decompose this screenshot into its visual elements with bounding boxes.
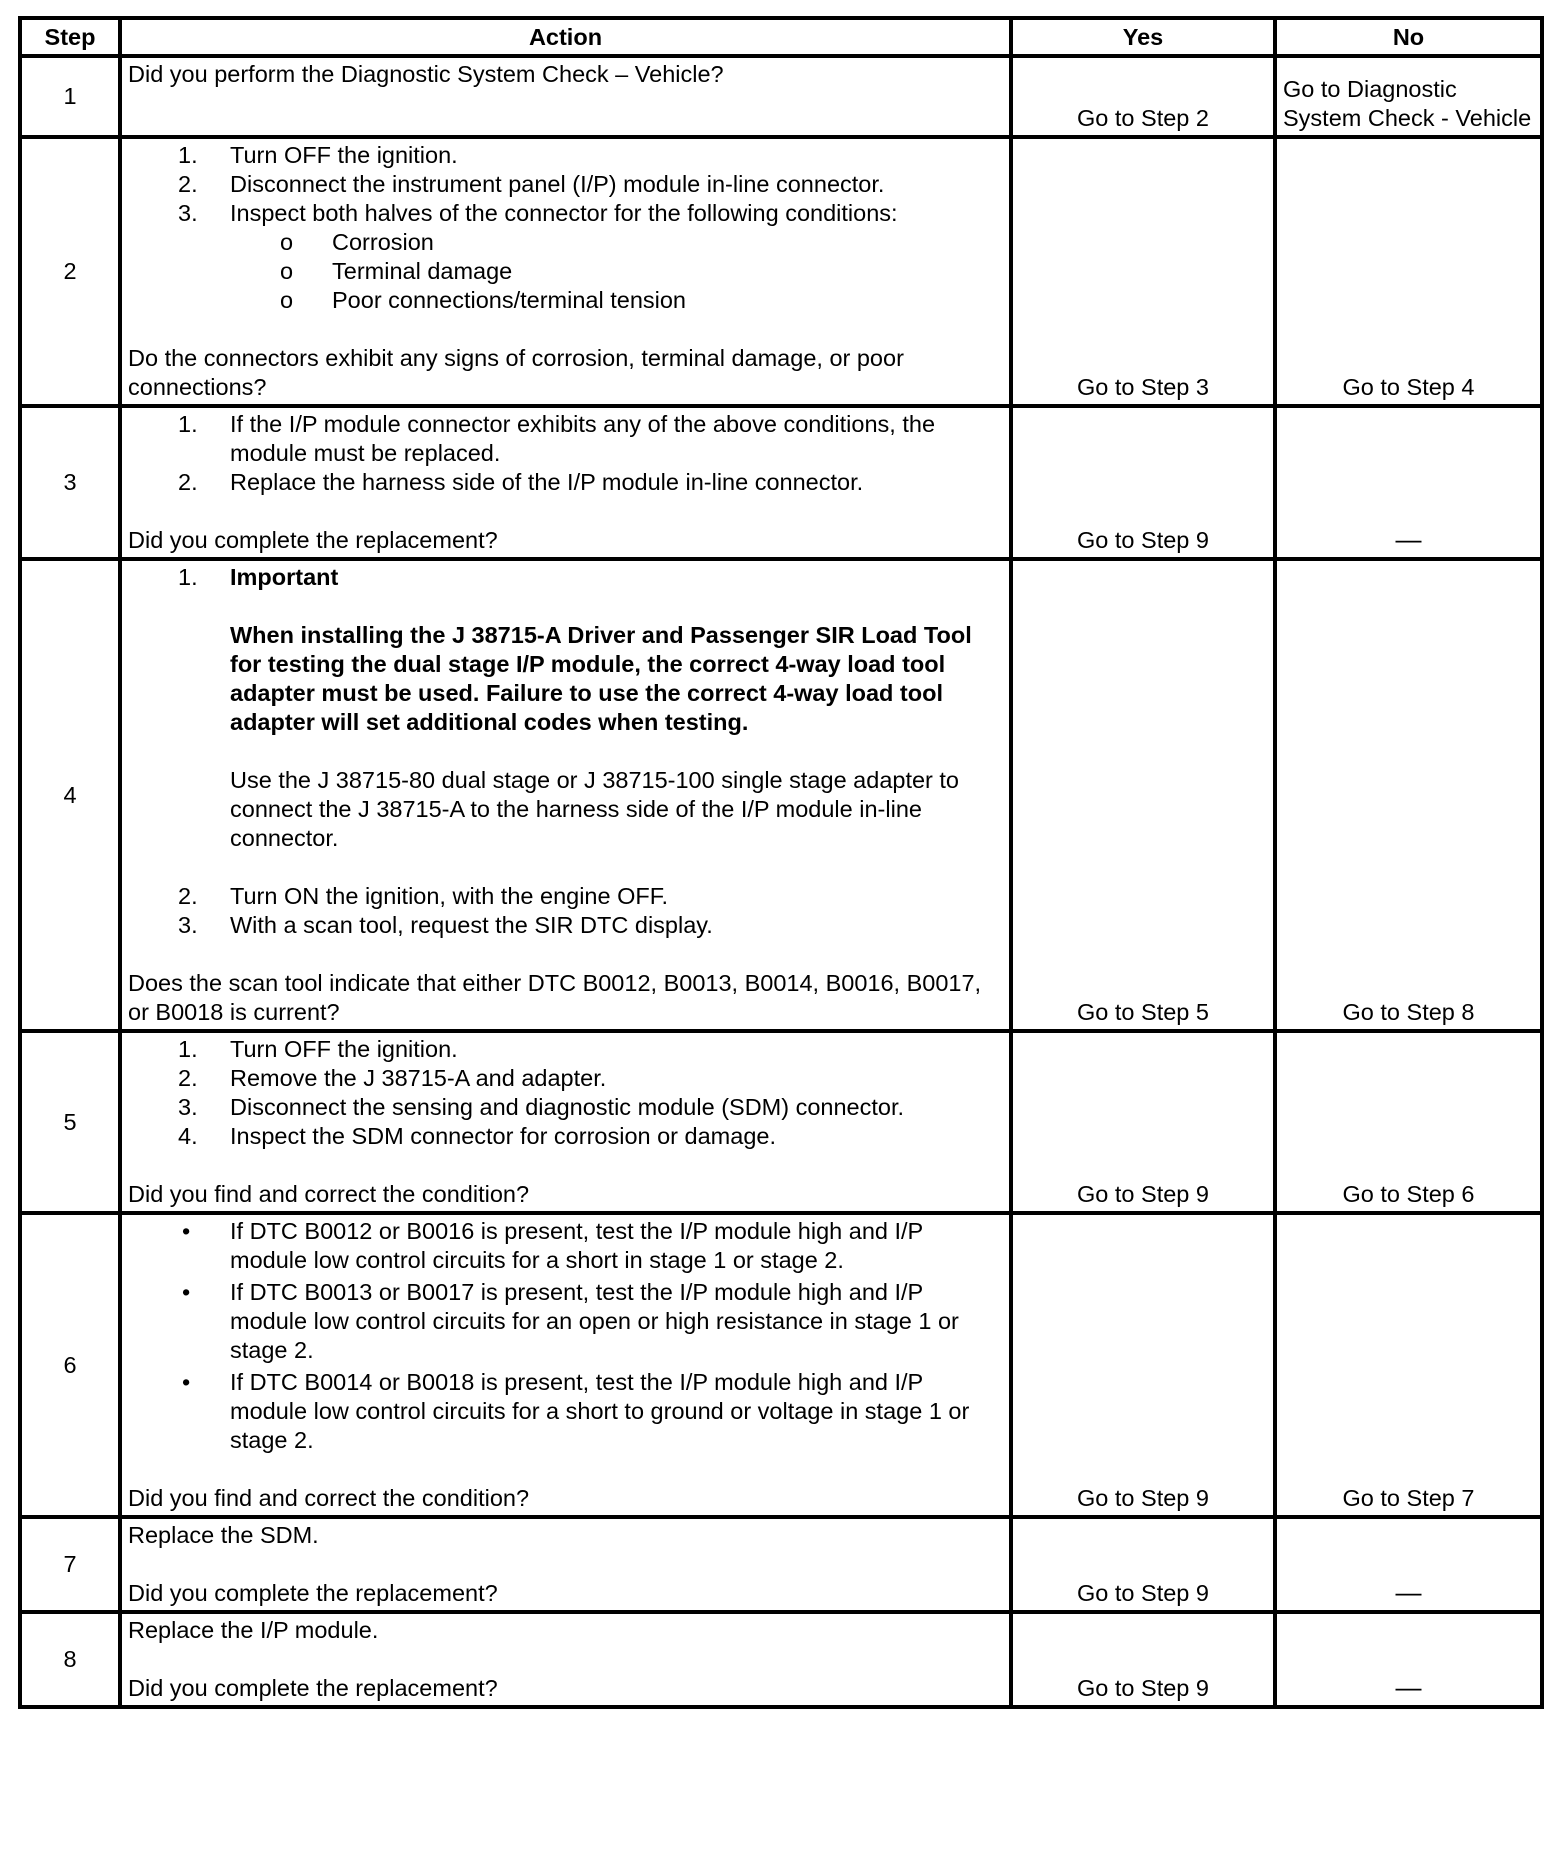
action-question: Does the scan tool indicate that either DTC B0012, B0013, B0014, B0016, B0017, or B0018 is current? [128, 970, 982, 1025]
action-question: Did you find and correct the condition? [128, 1485, 530, 1511]
list-item [128, 1368, 1003, 1455]
step-number: 4 [20, 559, 120, 1031]
sublist-item [230, 286, 1003, 315]
yes-cell: Go to Step 9 [1011, 1612, 1275, 1707]
action-instruction: Replace the SDM. [128, 1522, 319, 1548]
action-steps-list [128, 410, 1003, 497]
list-item [128, 410, 1003, 468]
adapter-instruction: Use the J 38715-80 dual stage or J 38715-100 single stage adapter to connect the J 38715-A to the harness side of the I/P module in-line connector. [230, 767, 960, 851]
item-number: 1. [178, 564, 198, 590]
list-item [128, 141, 1003, 170]
header-step: Step [20, 18, 120, 56]
item-text: Terminal damage [332, 258, 513, 284]
step-number: 3 [20, 406, 120, 559]
bullet-icon: • [182, 1369, 191, 1395]
list-item [128, 1217, 1003, 1275]
header-yes: Yes [1011, 18, 1275, 56]
item-number: 1. [178, 142, 198, 168]
no-cell: Go to Diagnostic System Check - Vehicle [1275, 56, 1542, 137]
no-cell: Go to Step 8 [1275, 559, 1542, 1031]
item-number: 2. [178, 883, 198, 909]
item-number: 2. [178, 171, 198, 197]
no-cell: Go to Step 4 [1275, 137, 1542, 406]
yes-cell: Go to Step 9 [1011, 1213, 1275, 1517]
item-text: Turn OFF the ignition. [230, 1036, 458, 1062]
dash-mark: — [1395, 1577, 1422, 1607]
circle-bullet-icon: o [280, 258, 294, 284]
condition-bullet-list [128, 1217, 1003, 1455]
yes-cell: Go to Step 9 [1011, 1517, 1275, 1612]
sublist-item [230, 228, 1003, 257]
item-text: Turn OFF the ignition. [230, 142, 458, 168]
bullet-icon: • [182, 1218, 191, 1244]
action-question: Do the connectors exhibit any signs of corrosion, terminal damage, or poor connections? [128, 345, 904, 400]
action-cell [120, 406, 1011, 559]
action-cell [120, 1612, 1011, 1707]
table-row [20, 406, 1542, 559]
item-text: With a scan tool, request the SIR DTC display. [230, 912, 713, 938]
list-item [128, 170, 1003, 199]
table-row [20, 559, 1542, 1031]
action-steps-list [128, 141, 1003, 315]
item-text: Disconnect the instrument panel (I/P) module in-line connector. [230, 171, 885, 197]
dash-mark: — [1395, 524, 1422, 554]
list-item [128, 911, 1003, 940]
table-row [20, 1213, 1542, 1517]
item-text: Corrosion [332, 229, 434, 255]
list-item [128, 199, 1003, 315]
step-number: 1 [20, 56, 120, 137]
action-question: Did you complete the replacement? [128, 1580, 498, 1606]
table-row [20, 1031, 1542, 1213]
yes-cell: Go to Step 2 [1011, 56, 1275, 137]
step-number: 2 [20, 137, 120, 406]
action-cell [120, 1213, 1011, 1517]
item-number: 1. [178, 1036, 198, 1062]
yes-cell: Go to Step 9 [1011, 406, 1275, 559]
list-item [128, 468, 1003, 497]
table-row [20, 56, 1542, 137]
sublist-item [230, 257, 1003, 286]
list-item [128, 1064, 1003, 1093]
list-item [128, 1278, 1003, 1365]
important-text: When installing the J 38715-A Driver and Passenger SIR Load Tool for testing the dual stage I/P module, the correct 4-way load tool adapter must be used. Failure to use the correct 4-way load tool adapter will set additional codes when testing. [230, 622, 972, 735]
header-no: No [1275, 18, 1542, 56]
table-row [20, 137, 1542, 406]
action-cell [120, 56, 1011, 137]
circle-bullet-icon: o [280, 229, 294, 255]
step-number: 7 [20, 1517, 120, 1612]
item-text: If DTC B0012 or B0016 is present, test the I/P module high and I/P module low control circuits for a short in stage 1 or stage 2. [230, 1218, 923, 1273]
yes-cell: Go to Step 5 [1011, 559, 1275, 1031]
table-row [20, 1517, 1542, 1612]
item-number: 4. [178, 1123, 198, 1149]
item-number: 1. [178, 411, 198, 437]
action-question: Did you complete the replacement? [128, 527, 498, 553]
item-number: 2. [178, 469, 198, 495]
yes-cell: Go to Step 3 [1011, 137, 1275, 406]
item-text: Disconnect the sensing and diagnostic module (SDM) connector. [230, 1094, 905, 1120]
no-cell: Go to Step 7 [1275, 1213, 1542, 1517]
list-item [128, 1122, 1003, 1151]
step-number: 8 [20, 1612, 120, 1707]
action-steps-list [128, 1035, 1003, 1151]
no-cell [1275, 406, 1542, 559]
list-item [128, 882, 1003, 911]
action-cell [120, 1517, 1011, 1612]
dash-mark: — [1395, 1672, 1422, 1702]
step-number: 6 [20, 1213, 120, 1517]
bullet-icon: • [182, 1279, 191, 1305]
action-question: Did you complete the replacement? [128, 1675, 498, 1701]
no-cell [1275, 1517, 1542, 1612]
item-text: If DTC B0013 or B0017 is present, test the I/P module high and I/P module low control circuits for an open or high resistance in stage 1 or stage 2. [230, 1279, 959, 1363]
yes-cell: Go to Step 9 [1011, 1031, 1275, 1213]
diagnostic-table [18, 16, 1544, 1709]
action-question: Did you find and correct the condition? [128, 1181, 530, 1207]
header-row [20, 18, 1542, 56]
list-item [128, 1093, 1003, 1122]
list-item [128, 1035, 1003, 1064]
action-instruction: Replace the I/P module. [128, 1617, 379, 1643]
item-number: 2. [178, 1065, 198, 1091]
item-number: 3. [178, 1094, 198, 1120]
important-label: Important [230, 564, 339, 590]
item-text: Inspect both halves of the connector for the following conditions: [230, 200, 898, 226]
item-text: Inspect the SDM connector for corrosion or damage. [230, 1123, 776, 1149]
item-text: Remove the J 38715-A and adapter. [230, 1065, 607, 1091]
item-number: 3. [178, 200, 198, 226]
condition-sublist [230, 228, 1003, 315]
header-action: Action [120, 18, 1011, 56]
action-cell [120, 137, 1011, 406]
action-steps-list [128, 563, 1003, 940]
circle-bullet-icon: o [280, 287, 294, 313]
no-cell [1275, 1612, 1542, 1707]
no-cell: Go to Step 6 [1275, 1031, 1542, 1213]
table-row [20, 1612, 1542, 1707]
action-cell [120, 559, 1011, 1031]
step-number: 5 [20, 1031, 120, 1213]
list-item [128, 563, 1003, 853]
action-question: Did you perform the Diagnostic System Check – Vehicle? [128, 61, 724, 87]
item-text: Replace the harness side of the I/P module in-line connector. [230, 469, 864, 495]
action-cell [120, 1031, 1011, 1213]
item-number: 3. [178, 912, 198, 938]
item-text: If the I/P module connector exhibits any of the above conditions, the module must be replaced. [230, 411, 936, 466]
item-text: Poor connections/terminal tension [332, 287, 687, 313]
item-text: If DTC B0014 or B0018 is present, test the I/P module high and I/P module low control circuits for a short to ground or voltage in stage 1 or stage 2. [230, 1369, 970, 1453]
item-text: Turn ON the ignition, with the engine OFF. [230, 883, 669, 909]
